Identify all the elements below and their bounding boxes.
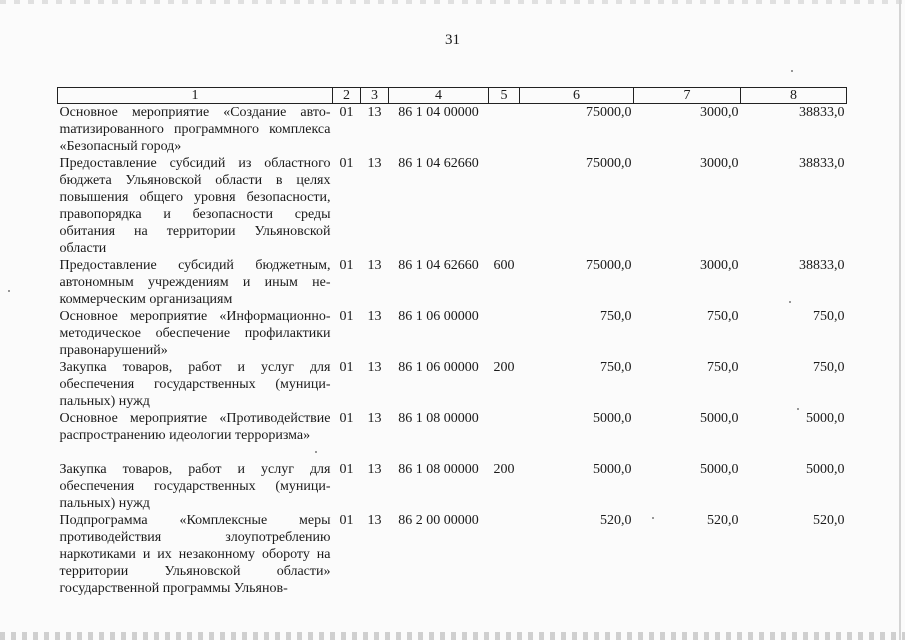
scan-edge-top <box>0 0 905 4</box>
table-row <box>58 155 847 257</box>
row-amount-col6: 5000,0 <box>593 411 632 426</box>
row-section-code: 01 <box>339 360 354 375</box>
row-amount-col6: 75000,0 <box>586 105 632 120</box>
column-header: 5 <box>489 88 520 104</box>
row-subsection-code: 13 <box>367 462 382 477</box>
row-expense-type: 600 <box>493 258 515 273</box>
column-header: 6 <box>520 88 634 104</box>
row-section-code: 01 <box>339 411 354 426</box>
row-amount-col8: 750,0 <box>813 309 845 324</box>
row-amount-col6: 75000,0 <box>586 258 632 273</box>
row-subsection-code: 13 <box>367 411 382 426</box>
table-row <box>58 257 847 308</box>
budget-table <box>57 87 847 597</box>
table-row <box>58 461 847 512</box>
row-amount-col7: 3000,0 <box>700 258 739 273</box>
row-name: Основное мероприятие «Противодействие распространению идеологии терроризма» <box>59 411 331 443</box>
row-expense-type: 200 <box>493 360 515 375</box>
row-amount-col6: 750,0 <box>600 309 632 324</box>
row-amount-col7: 750,0 <box>707 309 739 324</box>
row-amount-col8: 5000,0 <box>806 411 845 426</box>
row-expense-type <box>489 410 520 461</box>
row-amount-col6: 75000,0 <box>586 156 632 171</box>
table-row <box>58 308 847 359</box>
row-expense-type <box>489 512 520 597</box>
row-amount-col8: 38833,0 <box>799 258 845 273</box>
row-target-article: 86 1 08 00000 <box>398 462 479 477</box>
row-section-code: 01 <box>339 309 354 324</box>
scan-speck <box>791 70 793 72</box>
row-expense-type: 200 <box>493 462 515 477</box>
row-target-article: 86 1 06 00000 <box>398 360 479 375</box>
table-row <box>58 359 847 410</box>
row-amount-col8: 38833,0 <box>799 156 845 171</box>
row-amount-col6: 520,0 <box>600 513 632 528</box>
row-target-article: 86 1 08 00000 <box>398 411 479 426</box>
row-subsection-code: 13 <box>367 360 382 375</box>
scan-speck <box>8 290 10 292</box>
scan-speck <box>315 451 317 453</box>
row-name: Закупка товаров, работ и услуг для обеспечения государственных (муниципальных) нужд <box>59 462 331 511</box>
scan-speck <box>789 301 791 303</box>
row-name: Предоставление субсидий из областного бюджета Ульяновской области в целях повышения общего уровня безопасности, правопорядка и безопасности среды обитания на территории Ульяновской области <box>59 156 331 256</box>
scan-edge-bottom <box>0 632 905 640</box>
page-number: 31 <box>445 32 460 48</box>
row-amount-col8: 750,0 <box>813 360 845 375</box>
row-amount-col8: 5000,0 <box>806 462 845 477</box>
row-subsection-code: 13 <box>367 258 382 273</box>
row-name: Предоставление субсидий бюджетным, автономным учреждениям и иным некоммерческим организациям <box>59 258 331 307</box>
table-header-row <box>58 88 847 104</box>
row-amount-col7: 5000,0 <box>700 462 739 477</box>
row-expense-type <box>489 104 520 156</box>
row-section-code: 01 <box>339 105 354 120</box>
row-target-article: 86 1 04 00000 <box>398 105 479 120</box>
row-subsection-code: 13 <box>367 513 382 528</box>
row-subsection-code: 13 <box>367 156 382 171</box>
row-amount-col6: 5000,0 <box>593 462 632 477</box>
column-header: 8 <box>741 88 847 104</box>
column-header: 3 <box>361 88 389 104</box>
row-name: Основное мероприятие «Создание автоmатизированного программного комплекса «Безопасный город» <box>59 105 331 154</box>
row-amount-col7: 5000,0 <box>700 411 739 426</box>
row-target-article: 86 1 06 00000 <box>398 309 479 324</box>
row-amount-col7: 750,0 <box>707 360 739 375</box>
row-amount-col8: 520,0 <box>813 513 845 528</box>
row-section-code: 01 <box>339 258 354 273</box>
row-target-article: 86 1 04 62660 <box>398 258 479 273</box>
row-expense-type <box>489 155 520 257</box>
row-expense-type <box>489 308 520 359</box>
column-header: 7 <box>634 88 741 104</box>
row-amount-col8: 38833,0 <box>799 105 845 120</box>
row-amount-col6: 750,0 <box>600 360 632 375</box>
table-row <box>58 410 847 461</box>
row-amount-col7: 520,0 <box>707 513 739 528</box>
scan-edge-right <box>899 0 901 640</box>
row-target-article: 86 1 04 62660 <box>398 156 479 171</box>
table-row <box>58 512 847 597</box>
row-target-article: 86 2 00 00000 <box>398 513 479 528</box>
row-section-code: 01 <box>339 156 354 171</box>
row-section-code: 01 <box>339 513 354 528</box>
row-subsection-code: 13 <box>367 309 382 324</box>
scan-speck <box>652 517 654 519</box>
row-amount-col7: 3000,0 <box>700 105 739 120</box>
row-name: Подпрограмма «Комплексные меры противодействия злоупотреблению наркотиками и их незаконному обороту на территории Ульяновской области» государственной программы Ульянов- <box>59 513 331 596</box>
row-name: Закупка товаров, работ и услуг для обеспечения государственных (муниципальных) нужд <box>59 360 331 409</box>
column-header: 2 <box>333 88 361 104</box>
row-subsection-code: 13 <box>367 105 382 120</box>
row-section-code: 01 <box>339 462 354 477</box>
column-header: 1 <box>58 88 333 104</box>
scan-speck <box>797 408 799 410</box>
row-name: Основное мероприятие «Информационно-методическое обеспечение профилактики правонарушений» <box>59 309 331 358</box>
column-header: 4 <box>389 88 489 104</box>
table-row <box>58 104 847 156</box>
row-amount-col7: 3000,0 <box>700 156 739 171</box>
